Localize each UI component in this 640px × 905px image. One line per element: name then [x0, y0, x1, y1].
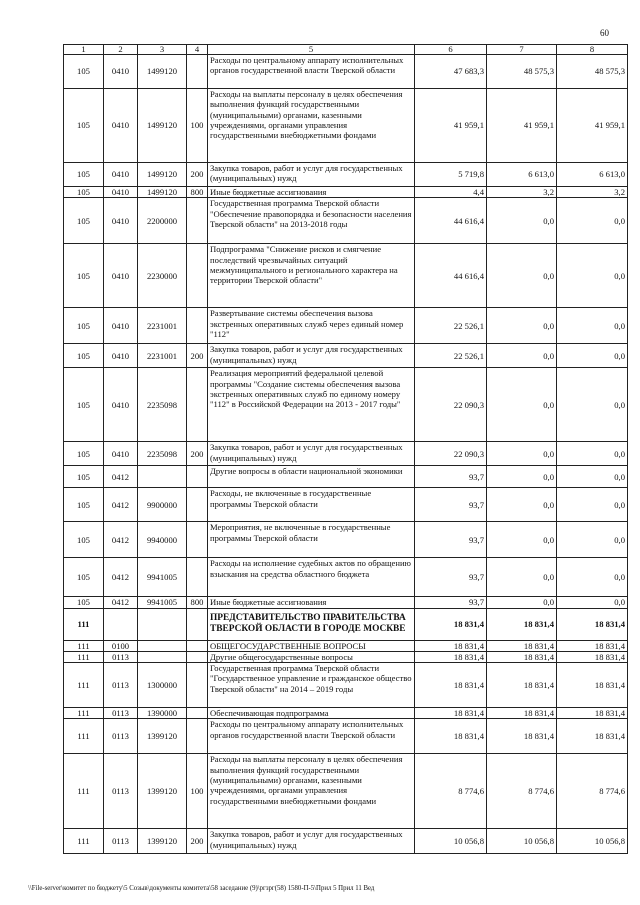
amount-col8-cell: 0,0 [557, 597, 628, 608]
amount-col7-cell: 0,0 [487, 198, 557, 244]
amount-col7-cell: 18 831,4 [487, 608, 557, 640]
amount-col6-cell: 8 774,6 [415, 754, 487, 829]
description-cell: Расходы на выплаты персоналу в целях обеспечения выполнения функций государственными (муниципальными) органами, казенными учреждениями, органами управления государственными внебюджетными фондами [208, 754, 415, 829]
table-row [64, 198, 628, 244]
amount-col7-cell: 0,0 [487, 442, 557, 466]
budget-table [63, 44, 628, 854]
expense-type-cell [187, 558, 208, 597]
amount-col7-cell: 0,0 [487, 522, 557, 558]
table-row [64, 640, 628, 651]
section-cell [104, 608, 138, 640]
description-cell: Другие общегосударственные вопросы [208, 651, 415, 662]
section-cell: 0410 [104, 163, 138, 187]
table-row [64, 244, 628, 308]
amount-col8-cell: 0,0 [557, 308, 628, 344]
table-row [64, 308, 628, 344]
header-row [64, 45, 628, 55]
target-cell: 2235098 [138, 368, 187, 442]
amount-col8-cell: 0,0 [557, 442, 628, 466]
amount-col6-cell: 18 831,4 [415, 640, 487, 651]
amount-col7-cell: 3,2 [487, 187, 557, 198]
expense-type-cell: 200 [187, 442, 208, 466]
target-cell: 9940000 [138, 522, 187, 558]
section-cell: 0412 [104, 466, 138, 488]
description-cell: Закупка товаров, работ и услуг для государственных (муниципальных) нужд [208, 344, 415, 368]
target-cell: 9900000 [138, 488, 187, 522]
code-cell: 111 [64, 608, 104, 640]
section-cell: 0113 [104, 663, 138, 708]
table-row [64, 344, 628, 368]
target-cell: 9941005 [138, 558, 187, 597]
description-cell: ОБЩЕГОСУДАРСТВЕННЫЕ ВОПРОСЫ [208, 640, 415, 651]
table-row [64, 187, 628, 198]
amount-col8-cell: 18 831,4 [557, 608, 628, 640]
amount-col6-cell: 22 526,1 [415, 308, 487, 344]
section-cell: 0410 [104, 187, 138, 198]
section-cell: 0412 [104, 597, 138, 608]
table-row [64, 488, 628, 522]
target-cell: 1499120 [138, 89, 187, 163]
section-cell: 0410 [104, 198, 138, 244]
expense-type-cell [187, 466, 208, 488]
amount-col7-cell: 18 831,4 [487, 663, 557, 708]
amount-col8-cell: 0,0 [557, 488, 628, 522]
page-number: 60 [600, 28, 609, 38]
expense-type-cell [187, 608, 208, 640]
amount-col8-cell: 18 831,4 [557, 663, 628, 708]
expense-type-cell: 200 [187, 344, 208, 368]
expense-type-cell [187, 719, 208, 754]
table-row [64, 442, 628, 466]
amount-col8-cell: 6 613,0 [557, 163, 628, 187]
expense-type-cell [187, 198, 208, 244]
expense-type-cell [187, 55, 208, 89]
target-cell: 1399120 [138, 829, 187, 854]
description-cell: Расходы, не включенные в государственные программы Тверской области [208, 488, 415, 522]
description-cell: Иные бюджетные ассигнования [208, 187, 415, 198]
code-cell: 105 [64, 344, 104, 368]
target-cell [138, 651, 187, 662]
target-cell: 1399120 [138, 754, 187, 829]
amount-col6-cell: 44 616,4 [415, 244, 487, 308]
expense-type-cell: 800 [187, 597, 208, 608]
expense-type-cell [187, 663, 208, 708]
amount-col8-cell: 10 056,8 [557, 829, 628, 854]
table-row [64, 466, 628, 488]
target-cell [138, 608, 187, 640]
expense-type-cell: 200 [187, 829, 208, 854]
expense-type-cell [187, 368, 208, 442]
amount-col8-cell: 0,0 [557, 466, 628, 488]
code-cell: 105 [64, 597, 104, 608]
column-header: 3 [138, 45, 187, 55]
target-cell: 1499120 [138, 187, 187, 198]
amount-col7-cell: 18 831,4 [487, 708, 557, 719]
amount-col7-cell: 10 056,8 [487, 829, 557, 854]
code-cell: 105 [64, 198, 104, 244]
file-path-footer: \\File-server\комитет по бюджету\5 Созыв\документы комитета\58 заседание (9)\ргзрг(58) 1580-П-5\Прил 5 Прил 11 Вед [28, 885, 375, 892]
table-row [64, 558, 628, 597]
code-cell: 105 [64, 368, 104, 442]
amount-col8-cell: 3,2 [557, 187, 628, 198]
amount-col8-cell: 8 774,6 [557, 754, 628, 829]
table-row [64, 597, 628, 608]
target-cell: 2231001 [138, 308, 187, 344]
column-header: 8 [557, 45, 628, 55]
section-cell: 0410 [104, 55, 138, 89]
description-cell: Развертывание системы обеспечения вызова экстренных оперативных служб через единый номер "112" [208, 308, 415, 344]
target-cell [138, 640, 187, 651]
amount-col7-cell: 0,0 [487, 344, 557, 368]
amount-col8-cell: 0,0 [557, 368, 628, 442]
amount-col8-cell: 18 831,4 [557, 640, 628, 651]
description-cell: Закупка товаров, работ и услуг для государственных (муниципальных) нужд [208, 163, 415, 187]
amount-col6-cell: 5 719,8 [415, 163, 487, 187]
amount-col7-cell: 6 613,0 [487, 163, 557, 187]
section-cell: 0412 [104, 488, 138, 522]
amount-col7-cell: 0,0 [487, 368, 557, 442]
expense-type-cell [187, 708, 208, 719]
column-header: 7 [487, 45, 557, 55]
section-cell: 0113 [104, 708, 138, 719]
description-cell: Расходы на выплаты персоналу в целях обеспечения выполнения функций государственными (муниципальными) органами, казенными учреждениями, органами управления государственными внебюджетными фондами [208, 89, 415, 163]
description-cell: Иные бюджетные ассигнования [208, 597, 415, 608]
section-cell: 0410 [104, 308, 138, 344]
section-cell: 0410 [104, 368, 138, 442]
amount-col6-cell: 4,4 [415, 187, 487, 198]
code-cell: 105 [64, 558, 104, 597]
amount-col7-cell: 41 959,1 [487, 89, 557, 163]
amount-col6-cell: 18 831,4 [415, 608, 487, 640]
description-cell: Расходы по центральному аппарату исполнительных органов государственной власти Тверской области [208, 55, 415, 89]
amount-col7-cell: 18 831,4 [487, 651, 557, 662]
amount-col6-cell: 93,7 [415, 597, 487, 608]
target-cell: 1499120 [138, 55, 187, 89]
target-cell: 2235098 [138, 442, 187, 466]
amount-col7-cell: 0,0 [487, 597, 557, 608]
amount-col6-cell: 18 831,4 [415, 651, 487, 662]
code-cell: 105 [64, 244, 104, 308]
amount-col8-cell: 0,0 [557, 244, 628, 308]
amount-col7-cell: 0,0 [487, 308, 557, 344]
code-cell: 111 [64, 640, 104, 651]
amount-col7-cell: 48 575,3 [487, 55, 557, 89]
amount-col6-cell: 22 090,3 [415, 368, 487, 442]
amount-col8-cell: 0,0 [557, 344, 628, 368]
amount-col7-cell: 18 831,4 [487, 719, 557, 754]
target-cell: 2230000 [138, 244, 187, 308]
description-cell: Закупка товаров, работ и услуг для государственных (муниципальных) нужд [208, 442, 415, 466]
target-cell: 2231001 [138, 344, 187, 368]
expense-type-cell [187, 640, 208, 651]
code-cell: 105 [64, 55, 104, 89]
amount-col6-cell: 93,7 [415, 466, 487, 488]
code-cell: 111 [64, 708, 104, 719]
code-cell: 105 [64, 308, 104, 344]
code-cell: 105 [64, 89, 104, 163]
amount-col8-cell: 41 959,1 [557, 89, 628, 163]
amount-col7-cell: 0,0 [487, 466, 557, 488]
target-cell: 9941005 [138, 597, 187, 608]
description-cell: ПРЕДСТАВИТЕЛЬСТВО ПРАВИТЕЛЬСТВА ТВЕРСКОЙ ОБЛАСТИ В ГОРОДЕ МОСКВЕ [208, 608, 415, 640]
amount-col8-cell: 0,0 [557, 198, 628, 244]
table-row [64, 719, 628, 754]
amount-col7-cell: 8 774,6 [487, 754, 557, 829]
amount-col6-cell: 22 090,3 [415, 442, 487, 466]
column-header: 6 [415, 45, 487, 55]
code-cell: 111 [64, 651, 104, 662]
section-cell: 0410 [104, 89, 138, 163]
amount-col6-cell: 18 831,4 [415, 663, 487, 708]
description-cell: Мероприятия, не включенные в государственные программы Тверской области [208, 522, 415, 558]
code-cell: 105 [64, 522, 104, 558]
target-cell: 1300000 [138, 663, 187, 708]
column-header: 5 [208, 45, 415, 55]
amount-col6-cell: 93,7 [415, 488, 487, 522]
amount-col8-cell: 0,0 [557, 558, 628, 597]
description-cell: Реализация мероприятий федеральной целевой программы "Создание системы обеспечения вызова экстренных оперативных служб по единому номеру "112" в Российской Федерации на 2013 - 2017 годы" [208, 368, 415, 442]
section-cell: 0412 [104, 558, 138, 597]
code-cell: 105 [64, 442, 104, 466]
section-cell: 0113 [104, 829, 138, 854]
section-cell: 0100 [104, 640, 138, 651]
expense-type-cell: 100 [187, 754, 208, 829]
amount-col6-cell: 22 526,1 [415, 344, 487, 368]
amount-col8-cell: 18 831,4 [557, 719, 628, 754]
expense-type-cell [187, 488, 208, 522]
amount-col6-cell: 44 616,4 [415, 198, 487, 244]
amount-col6-cell: 18 831,4 [415, 708, 487, 719]
code-cell: 111 [64, 829, 104, 854]
table-row [64, 663, 628, 708]
table-row [64, 163, 628, 187]
table-row [64, 829, 628, 854]
expense-type-cell: 200 [187, 163, 208, 187]
code-cell: 111 [64, 754, 104, 829]
amount-col8-cell: 0,0 [557, 522, 628, 558]
code-cell: 111 [64, 719, 104, 754]
amount-col7-cell: 0,0 [487, 488, 557, 522]
column-header: 1 [64, 45, 104, 55]
amount-col8-cell: 18 831,4 [557, 651, 628, 662]
amount-col6-cell: 47 683,3 [415, 55, 487, 89]
table-row [64, 368, 628, 442]
code-cell: 111 [64, 663, 104, 708]
target-cell: 1399120 [138, 719, 187, 754]
description-cell: Другие вопросы в области национальной экономики [208, 466, 415, 488]
code-cell: 105 [64, 163, 104, 187]
amount-col8-cell: 18 831,4 [557, 708, 628, 719]
amount-col6-cell: 41 959,1 [415, 89, 487, 163]
description-cell: Государственная программа Тверской области "Обеспечение правопорядка и безопасности населения Тверской области" на 2013-2018 годы [208, 198, 415, 244]
target-cell [138, 466, 187, 488]
expense-type-cell [187, 244, 208, 308]
code-cell: 105 [64, 488, 104, 522]
column-header: 4 [187, 45, 208, 55]
amount-col6-cell: 10 056,8 [415, 829, 487, 854]
description-cell: Закупка товаров, работ и услуг для государственных (муниципальных) нужд [208, 829, 415, 854]
description-cell: Обеспечивающая подпрограмма [208, 708, 415, 719]
code-cell: 105 [64, 187, 104, 198]
amount-col6-cell: 93,7 [415, 522, 487, 558]
column-header: 2 [104, 45, 138, 55]
code-cell: 105 [64, 466, 104, 488]
table-row [64, 754, 628, 829]
section-cell: 0113 [104, 719, 138, 754]
expense-type-cell [187, 308, 208, 344]
amount-col6-cell: 18 831,4 [415, 719, 487, 754]
target-cell: 1390000 [138, 708, 187, 719]
target-cell: 2200000 [138, 198, 187, 244]
expense-type-cell: 100 [187, 89, 208, 163]
table-row [64, 708, 628, 719]
section-cell: 0410 [104, 344, 138, 368]
amount-col7-cell: 0,0 [487, 244, 557, 308]
section-cell: 0412 [104, 522, 138, 558]
description-cell: Подпрограмма "Снижение рисков и смягчение последствий чрезвычайных ситуаций межмуниципального и регионального характера на территории Тверской области" [208, 244, 415, 308]
section-cell: 0113 [104, 754, 138, 829]
table-row [64, 89, 628, 163]
table-row [64, 55, 628, 89]
table-row [64, 651, 628, 662]
amount-col8-cell: 48 575,3 [557, 55, 628, 89]
target-cell: 1499120 [138, 163, 187, 187]
description-cell: Расходы по центральному аппарату исполнительных органов государственной власти Тверской области [208, 719, 415, 754]
table-row [64, 608, 628, 640]
amount-col7-cell: 0,0 [487, 558, 557, 597]
description-cell: Расходы на исполнение судебных актов по обращению взыскания на средства областного бюджета [208, 558, 415, 597]
section-cell: 0113 [104, 651, 138, 662]
amount-col7-cell: 18 831,4 [487, 640, 557, 651]
expense-type-cell [187, 522, 208, 558]
amount-col6-cell: 93,7 [415, 558, 487, 597]
section-cell: 0410 [104, 442, 138, 466]
description-cell: Государственная программа Тверской области "Государственное управление и гражданское общество Тверской области" на 2014 – 2019 годы [208, 663, 415, 708]
table-row [64, 522, 628, 558]
section-cell: 0410 [104, 244, 138, 308]
expense-type-cell [187, 651, 208, 662]
expense-type-cell: 800 [187, 187, 208, 198]
